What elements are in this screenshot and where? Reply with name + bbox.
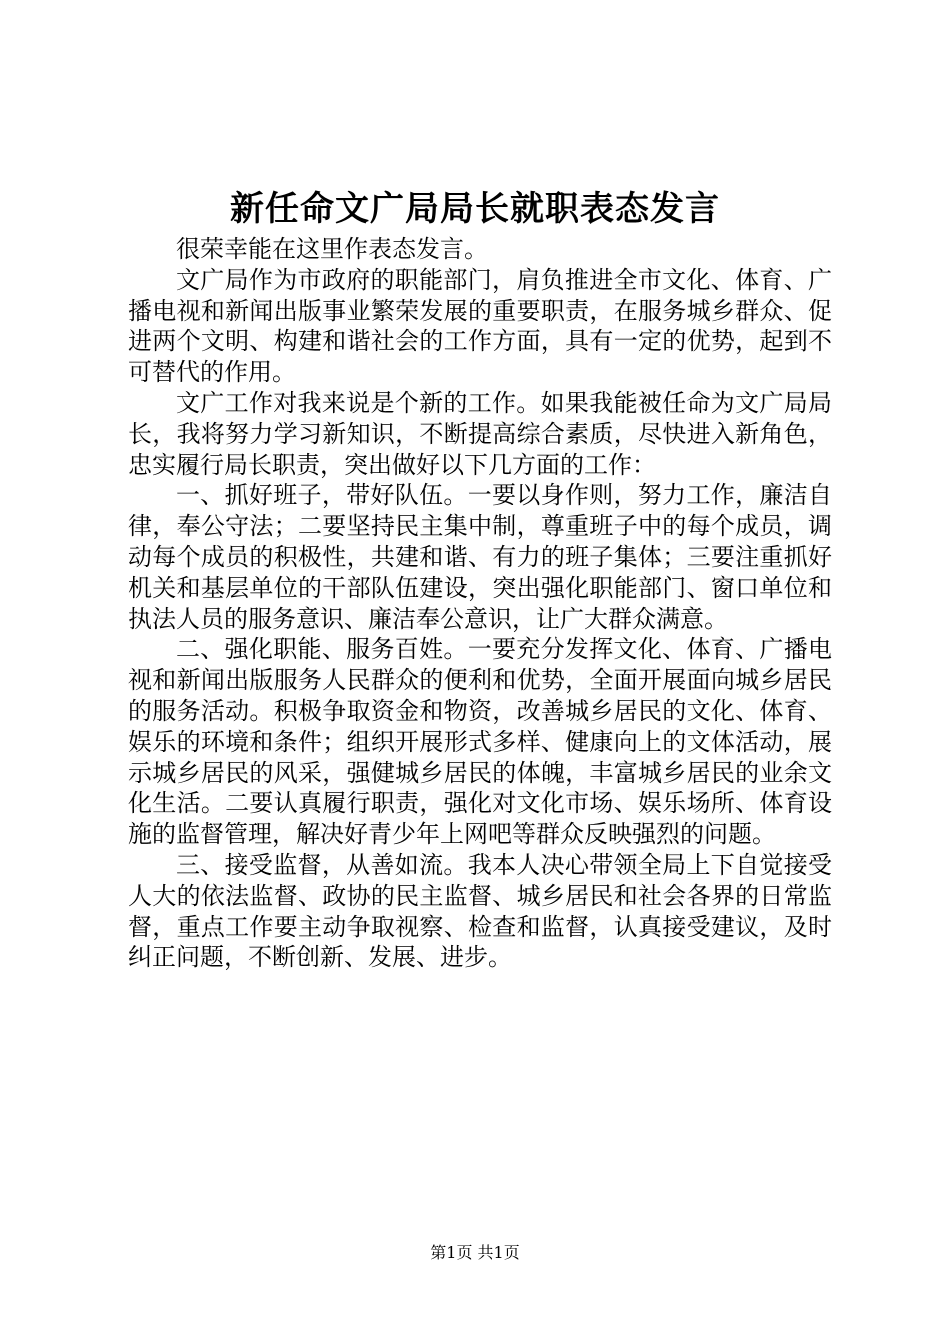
paragraph-point-two: 二、强化职能、服务百姓。一要充分发挥文化、体育、广播电视和新闻出版服务人民群众的便利和优势，全面开展面向城乡居民的服务活动。积极争取资金和物资，改善城乡居民的文化、体育、娱乐的环境和条件；组织开展形式多样、健康向上的文体活动，展示城乡居民的风采，强健城乡居民的体魄，丰富城乡居民的业余文化生活。二要认真履行职责，强化对文化市场、娱乐场所、体育设施的监督管理，解决好青少年上网吧等群众反映强烈的问题。 [128, 635, 832, 849]
document-title: 新任命文广局局长就职表态发言 [230, 189, 720, 229]
paragraph-commitment: 文广工作对我来说是个新的工作。如果我能被任命为文广局局长，我将努力学习新知识，不断提高综合素质，尽快进入新角色，忠实履行局长职责，突出做好以下几方面的工作： [128, 388, 832, 479]
paragraph-opening: 很荣幸能在这里作表态发言。 [176, 235, 488, 263]
page-footer: 第1页 共1页 [430, 1243, 520, 1262]
paragraph-point-three: 三、接受监督，从善如流。我本人决心带领全局上下自觉接受人大的依法监督、政协的民主监督、城乡居民和社会各界的日常监督，重点工作要主动争取视察、检查和监督，认真接受建议，及时纠正问题，不断创新、发展、进步。 [128, 850, 832, 972]
document-body [128, 234, 832, 973]
paragraph-role: 文广局作为市政府的职能部门，肩负推进全市文化、体育、广播电视和新闻出版事业繁荣发展的重要职责，在服务城乡群众、促进两个文明、构建和谐社会的工作方面，具有一定的优势，起到不可替代的作用。 [128, 265, 832, 387]
paragraph-point-one: 一、抓好班子，带好队伍。一要以身作则，努力工作，廉洁自律，奉公守法；二要坚持民主集中制，尊重班子中的每个成员，调动每个成员的积极性，共建和谐、有力的班子集体；三要注重抓好机关和基层单位的干部队伍建设，突出强化职能部门、窗口单位和执法人员的服务意识、廉洁奉公意识，让广大群众满意。 [128, 481, 832, 633]
